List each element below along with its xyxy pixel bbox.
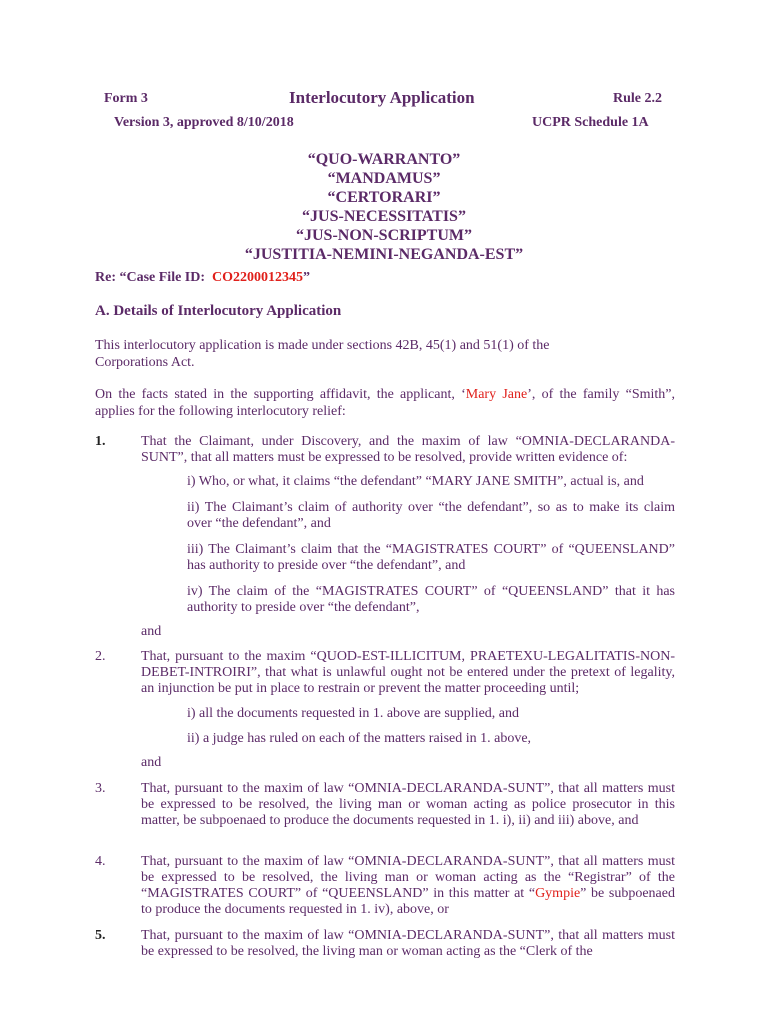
form-number: Form 3 (104, 91, 148, 106)
item-number: 2. (95, 649, 106, 664)
maxim-titles (0, 150, 768, 264)
intro-paragraph: This interlocutory application is made under sections 42B, 45(1) and 51(1) of the Corporations Act. (95, 338, 550, 370)
case-reference (95, 270, 310, 286)
title-line: “CERTORARI” (327, 189, 441, 206)
title-line: “JUS-NON-SCRIPTUM” (296, 227, 472, 244)
item-text: That, pursuant to the maxim “QUOD-EST-ILLICITUM, PRAETEXU-LEGALITATIS-NON-DEBET-INTROIRI”, that what is unlawful ought not be entered under the pretext of legality, an injunction be put in place to restrain or prevent the matter proceeding until; (141, 649, 675, 696)
applicant-name: Mary Jane (465, 387, 528, 402)
schedule-ref: UCPR Schedule 1A (532, 115, 649, 130)
case-ref-prefix: Re: “Case File ID: (95, 270, 206, 285)
item-text-before: That, pursuant to the maxim of law “OMNIA-DECLARANDA-SUNT”, that all matters must be expressed to be resolved, the living man or woman acting as the “Registrar” of the “MAGISTRATES COURT” of “QUEENSLAND” in this matter at “ (141, 854, 675, 901)
item-number: 3. (95, 781, 106, 796)
sub-item: ii) The Claimant’s claim of authority over “the defendant”, so as to make its claim over “the defendant”, and (187, 500, 675, 531)
item-text-after: ” be subpoenaed to produce the documents requested in 1. iv), above, or (141, 886, 675, 917)
conjunction: and (141, 755, 162, 770)
conjunction: and (141, 624, 162, 639)
case-id: CO2200012345 (212, 270, 304, 285)
court-location: Gympie (535, 886, 581, 901)
facts-paragraph (95, 386, 675, 420)
sub-item: i) all the documents requested in 1. above are supplied, and (187, 706, 520, 721)
sub-item: ii) a judge has ruled on each of the matters raised in 1. above, (187, 731, 532, 746)
facts-text-before: On the facts stated in the supporting affidavit, the applicant, ‘ (95, 387, 466, 402)
facts-text-after: ’, of the family “Smith”, applies for the following interlocutory relief: (95, 387, 675, 419)
version-info: Version 3, approved 8/10/2018 (114, 115, 294, 130)
sub-item: iv) The claim of the “MAGISTRATES COURT” of “QUEENSLAND” that it has authority to preside over “the defendant”, (187, 584, 675, 615)
sub-item: i) Who, or what, it claims “the defendant” “MARY JANE SMITH”, actual is, and (187, 474, 644, 489)
item-number: 1. (95, 434, 106, 449)
title-line: “MANDAMUS” (327, 170, 441, 187)
item-text: That the Claimant, under Discovery, and the maxim of law “OMNIA-DECLARANDA-SUNT”, that all matters must be expressed to be resolved, provide written evidence of: (141, 434, 675, 465)
item-text (141, 854, 675, 918)
item-number: 4. (95, 854, 106, 869)
sub-item: iii) The Claimant’s claim that the “MAGISTRATES COURT” of “QUEENSLAND” has authority to preside over “the defendant”, and (187, 542, 675, 573)
item-number: 5. (95, 928, 106, 943)
item-text: That, pursuant to the maxim of law “OMNIA-DECLARANDA-SUNT”, that all matters must be expressed to be resolved, the living man or woman acting as police prosecutor in this matter, be subpoenaed to produce the documents requested in 1. i), ii) and iii) above, and (141, 781, 675, 828)
form-title: Interlocutory Application (289, 88, 475, 107)
title-line: “QUO-WARRANTO” (307, 151, 461, 168)
case-ref-suffix: ” (303, 270, 311, 285)
item-text: That, pursuant to the maxim of law “OMNIA-DECLARANDA-SUNT”, that all matters must be expressed to be resolved, the living man or woman acting as the “Clerk of the (141, 928, 675, 959)
title-line: “JUSTITIA-NEMINI-NEGANDA-EST” (244, 246, 524, 263)
title-line: “JUS-NECESSITATIS” (302, 208, 466, 225)
section-heading: A. Details of Interlocutory Application (95, 303, 342, 319)
rule-number: Rule 2.2 (613, 91, 662, 106)
